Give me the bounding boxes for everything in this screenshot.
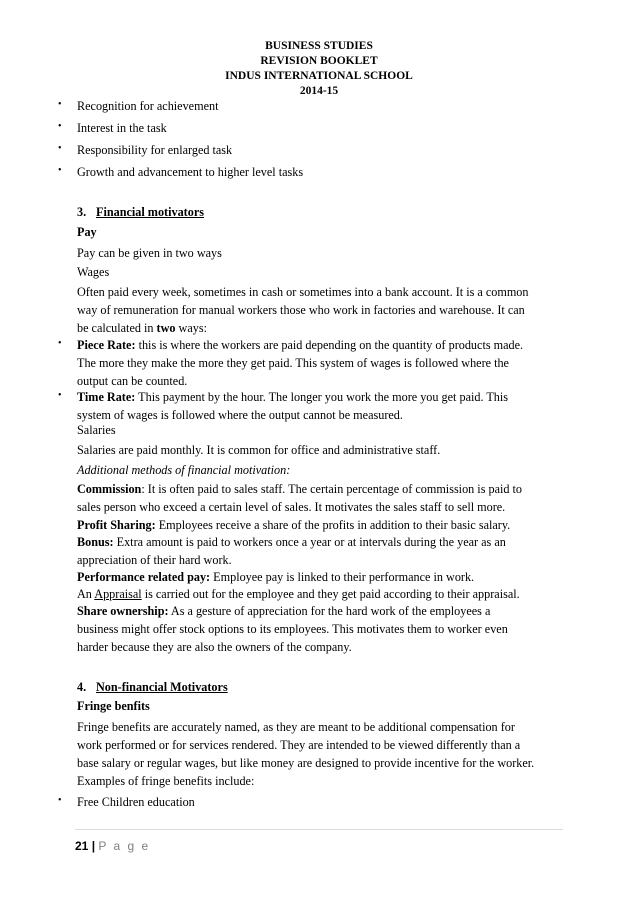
section-title: Non-financial Motivators: [96, 680, 228, 694]
paragraph-line: [77, 570, 474, 585]
text-run: be calculated in: [77, 321, 157, 335]
header-subject: BUSINESS STUDIES: [265, 40, 373, 52]
paragraph-line: way of remuneration for manual workers those who work in factories and warehouse. It can: [77, 303, 525, 317]
header-booklet: REVISION BOOKLET: [260, 55, 378, 67]
bold-run: Piece Rate:: [77, 338, 136, 352]
header-year: 2014-15: [299, 85, 339, 97]
bold-run: Performance related pay:: [77, 570, 211, 584]
paragraph-line: [77, 535, 506, 550]
paragraph-line: base salary or regular wages, but like money are designed to provide incentive for the worker.: [77, 756, 535, 770]
section-number: 3.: [77, 205, 87, 219]
section-title: Financial motivators: [96, 205, 204, 219]
paragraph-line: Often paid every week, sometimes in cash or sometimes into a bank account. It is a common: [77, 285, 529, 299]
text-run: : It is often paid to sales staff. The certain percentage of commission is paid to: [141, 482, 522, 496]
underlined-run: Appraisal: [94, 587, 142, 601]
list-item: Free Children education: [77, 795, 195, 809]
bold-run: Profit Sharing:: [77, 518, 156, 532]
bold-run: Share ownership:: [77, 604, 169, 618]
header-school: INDUS INTERNATIONAL SCHOOL: [225, 70, 413, 82]
subheading-fringe: Fringe benfits: [77, 699, 150, 713]
list-item: Interest in the task: [77, 121, 167, 135]
paragraph-line: work performed or for services rendered. They are intended to be viewed differently than a: [77, 738, 521, 752]
subheading-wages: Wages: [77, 265, 110, 279]
paragraph-line: Pay can be given in two ways: [77, 246, 222, 260]
list-item: Growth and advancement to higher level tasks: [77, 165, 304, 179]
paragraph-line: Examples of fringe benefits include:: [77, 774, 255, 788]
bold-run: Time Rate:: [77, 390, 136, 404]
bullet-icon: •: [58, 165, 62, 176]
bold-run: Bonus:: [77, 535, 114, 549]
paragraph-line: business might offer stock options to its employees. This motivates them to worker even: [77, 622, 508, 636]
bold-run: two: [156, 321, 176, 335]
bullet-icon: •: [58, 338, 62, 349]
paragraph-line: harder because they are also the owners of the company.: [77, 640, 352, 654]
text-run: Employees receive a share of the profits in addition to their basic salary.: [155, 518, 511, 532]
subheading-pay: Pay: [77, 225, 97, 239]
paragraph-line: [77, 321, 207, 336]
text-run: ways:: [175, 321, 207, 335]
italic-heading: Additional methods of financial motivation:: [77, 463, 291, 477]
text-run: Extra amount is paid to workers once a year or at intervals during the year as an: [113, 535, 506, 549]
bullet-icon: •: [58, 121, 62, 132]
page-label: P a g e: [98, 839, 151, 853]
paragraph-line: appreciation of their hard work.: [77, 553, 232, 567]
bold-run: Commission: [77, 482, 142, 496]
text-run: Employee pay is linked to their performance in work.: [210, 570, 475, 584]
page-number: 21: [75, 839, 89, 853]
list-item: Recognition for achievement: [77, 99, 219, 113]
text-run: this is where the workers are paid depending on the quantity of products made.: [135, 338, 524, 352]
footer-separator: |: [91, 839, 96, 853]
paragraph-line: [77, 338, 523, 353]
footer-divider: [75, 829, 563, 830]
text-run: As a gesture of appreciation for the hard work of the employees a: [168, 604, 491, 618]
bullet-icon: •: [58, 795, 62, 806]
paragraph-line: [77, 482, 522, 497]
paragraph-line: sales person who exceed a certain level of sales. It motivates the sales staff to sell more.: [77, 500, 506, 514]
bullet-icon: •: [58, 143, 62, 154]
subheading-salaries: Salaries: [77, 423, 116, 437]
paragraph-line: [77, 518, 510, 533]
paragraph-line: system of wages is followed where the output cannot be measured.: [77, 408, 403, 422]
paragraph-line: Fringe benefits are accurately named, as they are meant to be additional compensation for: [77, 720, 515, 734]
list-item: Responsibility for enlarged task: [77, 143, 233, 157]
paragraph-line: The more they make the more they get paid. This system of wages is followed where the: [77, 356, 509, 370]
paragraph-line: output can be counted.: [77, 374, 188, 388]
text-run: is carried out for the employee and they get paid according to their appraisal.: [141, 587, 520, 601]
text-run: This payment by the hour. The longer you work the more you get paid. This: [135, 390, 509, 404]
bullet-icon: •: [58, 390, 62, 401]
bullet-icon: •: [58, 99, 62, 110]
paragraph-line: [77, 604, 490, 619]
page-footer: [75, 839, 150, 853]
text-run: An: [77, 587, 95, 601]
paragraph-line: [77, 587, 520, 602]
paragraph-line: Salaries are paid monthly. It is common for office and administrative staff.: [77, 443, 441, 457]
page-header: [0, 39, 638, 99]
section-number: 4.: [77, 680, 87, 694]
paragraph-line: [77, 390, 508, 405]
